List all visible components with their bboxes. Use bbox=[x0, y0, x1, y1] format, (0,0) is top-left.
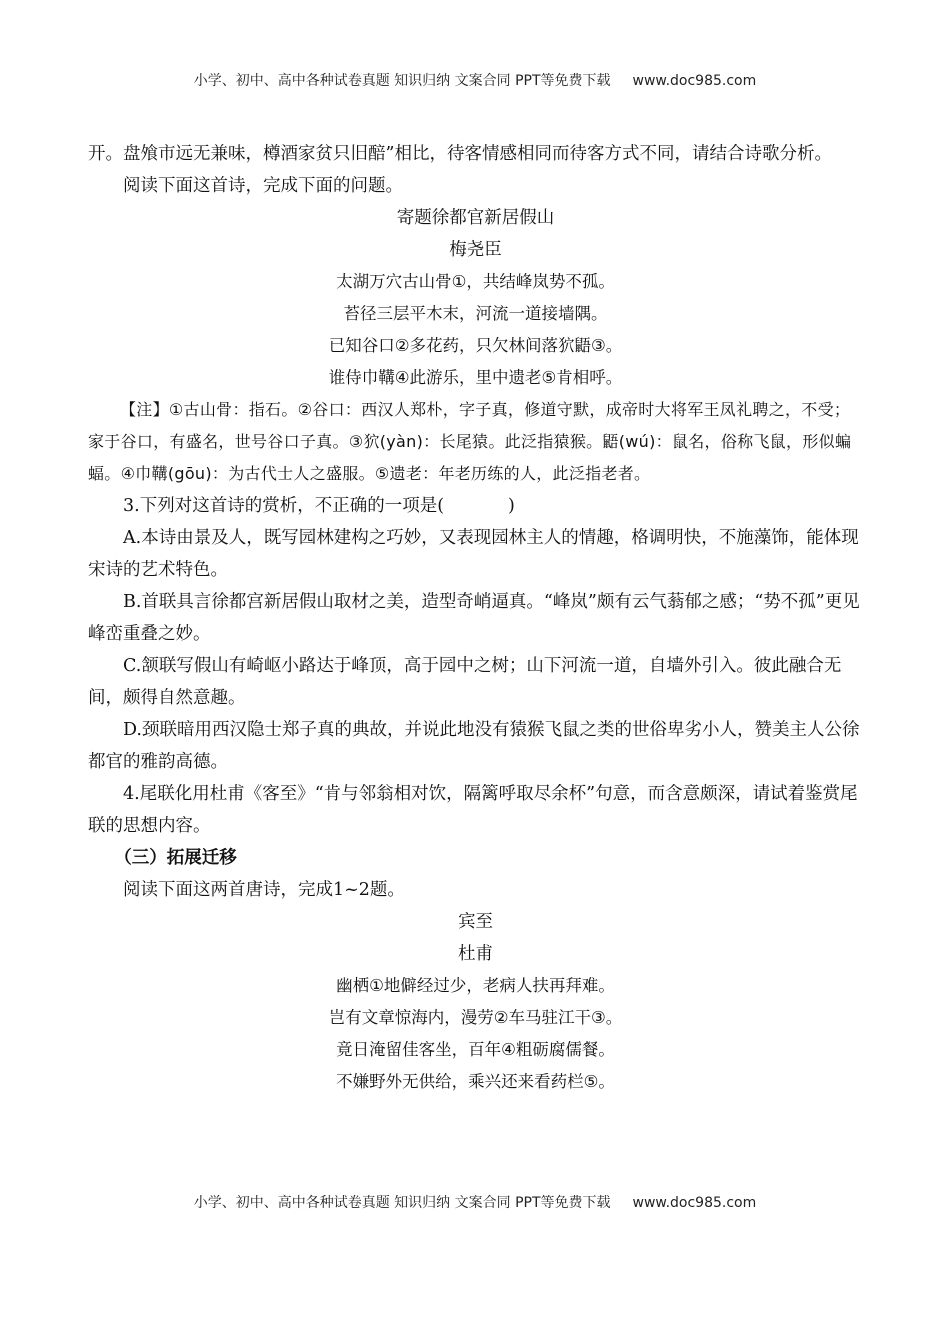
option-c: C.颔联写假山有崎岖小路达于峰顶，高于园中之树；山下河流一道，自墙外引入。彼此融合无间，颇得自然意趣。 bbox=[88, 656, 842, 708]
section-heading: （三）拓展迁移 bbox=[114, 848, 237, 868]
question-3-stem-b: ) bbox=[508, 496, 515, 516]
poem1-note: 【注】①古山骨：指石。②谷口：西汉人郑朴，字子真，修道守默，成帝时大将军王凤礼聘之，不受；家于谷口，有盛名，世号谷口子真。③狖(yàn)：长尾猿。此泛指猿猴。鼯(wú)：鼠名，俗称飞鼠，形似蝙蝠。④巾鞲(gōu)：为古代士人之盛服。⑤遗老：年老历练的人，此泛指老者。 bbox=[88, 400, 852, 483]
question-3-stem bbox=[88, 490, 863, 522]
poem1-title: 寄题徐都官新居假山 bbox=[396, 208, 555, 228]
poem1-line: 苔径三层平木末，河流一道接墙隅。 bbox=[343, 304, 608, 323]
header-site-link[interactable]: www.doc985.com bbox=[632, 73, 757, 89]
document-body bbox=[88, 138, 863, 1098]
poem2-line: 岂有文章惊海内，漫劳②车马驻江干③。 bbox=[328, 1008, 623, 1027]
header-text: 小学、初中、高中各种试卷真题 知识归纳 文案合同 PPT等免费下载 bbox=[193, 73, 611, 89]
option-b: B.首联具言徐都宫新居假山取材之美，造型奇峭逼真。“峰岚”颇有云气蓊郁之感；“势不孤”更见峰峦重叠之妙。 bbox=[88, 592, 860, 644]
instruction-2: 阅读下面这两首唐诗，完成1~2题。 bbox=[123, 880, 405, 900]
question-3-stem-a: 3.下列对这首诗的赏析，不正确的一项是( bbox=[123, 496, 445, 516]
poem1-author: 梅尧臣 bbox=[449, 240, 502, 260]
option-d: D.颈联暗用西汉隐士郑子真的典故，并说此地没有猿猴飞鼠之类的世俗卑劣小人，赞美主人公徐都官的雅韵高德。 bbox=[88, 720, 860, 772]
option-a: A.本诗由景及人，既写园林建构之巧妙，又表现园林主人的情趣，格调明快，不施藻饰，能体现宋诗的艺术特色。 bbox=[88, 528, 859, 580]
poem1-line: 太湖万穴古山骨①，共结峰岚势不孤。 bbox=[336, 272, 615, 291]
poem1-line: 谁侍巾鞲④此游乐，里中遗老⑤肯相呼。 bbox=[328, 368, 623, 387]
question-4: 4.尾联化用杜甫《客至》“肯与邻翁相对饮，隔篱呼取尽余杯”句意，而含意颇深，请试着鉴赏尾联的思想内容。 bbox=[88, 784, 858, 836]
page-footer bbox=[0, 1192, 950, 1212]
poem2-line: 幽栖①地僻经过少，老病人扶再拜难。 bbox=[336, 976, 615, 995]
poem2-author: 杜甫 bbox=[458, 944, 493, 964]
footer-text: 小学、初中、高中各种试卷真题 知识归纳 文案合同 PPT等免费下载 bbox=[193, 1195, 611, 1211]
poem2-title: 宾至 bbox=[458, 912, 493, 932]
intro-continuation: 开。盘飧市远无兼味，樽酒家贫只旧醅”相比，待客情感相同而待客方式不同，请结合诗歌分析。 bbox=[88, 144, 832, 164]
poem2-line: 竟日淹留佳客坐，百年④粗砺腐儒餐。 bbox=[336, 1040, 615, 1059]
poem2-line: 不嫌野外无供给，乘兴还来看药栏⑤。 bbox=[336, 1072, 615, 1091]
footer-site-link[interactable]: www.doc985.com bbox=[632, 1195, 757, 1211]
instruction-1: 阅读下面这首诗，完成下面的问题。 bbox=[123, 176, 403, 196]
page-header bbox=[0, 70, 950, 90]
poem1-line: 已知谷口②多花药，只欠林间落狖鼯③。 bbox=[328, 336, 623, 355]
